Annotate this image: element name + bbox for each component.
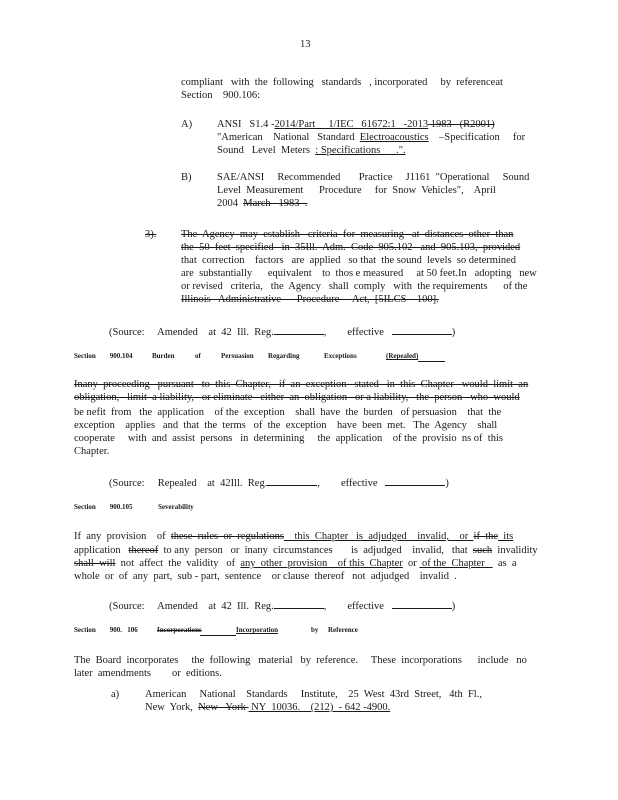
source-close: ) [451, 601, 456, 612]
item-b-line: SAE/ANSI Recommended Practice J1161 "Operational Sound [217, 172, 530, 183]
body-line: obligation, limit a liability, or eliminate either an obligation or a liability, the person who would [74, 392, 520, 403]
deleted-text: shall will [74, 558, 116, 569]
body-line: cooperate with and assist persons in determining the application of the provisio ns of this [74, 433, 503, 444]
text: not affect the validity of [115, 558, 241, 569]
body-line [74, 544, 538, 557]
section-title-word: Burden [152, 352, 175, 360]
text: to any person or inany circumstances is adjudged invalid, that [158, 545, 473, 556]
body-line: Inany proceeding pursuant to this Chapter, if an exception stated in this Chapter would limit an [74, 379, 529, 390]
inserted-text: Electroacoustics [359, 132, 429, 143]
blank-line [267, 475, 317, 486]
text: invalidity [492, 545, 538, 556]
page-number: 13 [300, 39, 311, 50]
item-a-line [217, 144, 406, 157]
inserted-text: 2014/Part 1/IEC 61672:1 -2013 [274, 119, 429, 130]
section-title-word: Regarding [268, 352, 300, 360]
item-a-line: American National Standards Institute, 25 West 43rd Street, 4th Fl., [145, 689, 482, 700]
body-line: whole or of any part, sub - part, sentence or clause thereof not adjudged invalid . [74, 571, 457, 582]
item-marker: a) [111, 689, 120, 700]
blank-line [385, 475, 445, 486]
body-line: The Board incorporates the following material by reference. These incorporations include no [74, 655, 527, 666]
intro-line: Section 900.106: [181, 90, 261, 101]
underline-rule [418, 361, 445, 362]
body-line: Chapter. [74, 446, 110, 457]
inserted-text: of the Chapter [419, 558, 493, 569]
intro-line: compliant with the following standards , incorporated by referenceat [181, 77, 503, 88]
body-line: later amendments or editions. [74, 668, 222, 679]
section-title-word: Incorporations [157, 626, 202, 634]
source-effective: , effective [323, 601, 384, 612]
section-number: Section 900. 106 [74, 626, 138, 634]
section-number: Section 900.104 [74, 352, 133, 360]
item-3-line: that correction factors are applied so that the sound levels so determined [181, 255, 517, 266]
item-3-line: The Agency may establish criteria for measuring at distances other than [181, 229, 514, 240]
deleted-text: if the [473, 531, 499, 542]
section-number: Section 900.105 [74, 503, 133, 511]
deleted-text: these rules or regulations [170, 531, 284, 542]
inserted-text: its [498, 531, 514, 542]
section-title-word: Exceptions [324, 352, 357, 360]
text: or [402, 558, 420, 569]
source-label: (Source: Amended at 42 Ill. Reg. [109, 601, 274, 612]
section-title-word: by [311, 626, 319, 634]
item-3-line: Illinois Administrative Procedure Act, [5ILCS 100]. [181, 294, 439, 305]
text: –Specification for [428, 132, 526, 143]
section-title-word: Persuasion [221, 352, 254, 360]
item-a-line [217, 131, 525, 144]
text: Sound Level Meters [217, 145, 316, 156]
source-note [109, 475, 449, 490]
deleted-text: such [472, 545, 493, 556]
item-a-line [217, 118, 495, 131]
source-close: ) [445, 478, 449, 489]
source-close: ) [451, 327, 456, 338]
section-title-word: Reference [328, 626, 358, 634]
blank-line [274, 598, 324, 609]
body-line [74, 530, 513, 543]
inserted-text: any other provision of this Chapter [240, 558, 403, 569]
section-title: Severability [158, 503, 194, 511]
inserted-text: ". [398, 145, 406, 156]
item-b-line [217, 197, 307, 210]
blank-line [392, 598, 452, 609]
item-b-line: Level Measurement Procedure for Snow Vehicles", April [217, 185, 496, 196]
item-a-line [145, 701, 390, 714]
item-3-line: are substantially equivalent to thos e measured at 50 feet.In adopting new [181, 268, 537, 279]
item-3-line: the 50 feet specified in 35Ill. Adm. Code 905.102 and 905.103, provided [181, 242, 521, 253]
source-label: (Source: Repealed at 42Ill. Reg. [109, 478, 268, 489]
text: as a [492, 558, 517, 569]
body-line: be nefit from the application of the exception shall have the burden of persuasion that the [74, 407, 502, 418]
inserted-text: NY 10036. (212) - 642 -4900. [248, 702, 391, 713]
blank-line [392, 324, 452, 335]
source-label: (Source: Amended at 42 Ill. Reg. [109, 327, 274, 338]
item-marker: A) [181, 119, 193, 130]
item-3-line: or revised criteria, the Agency shall comply with the requirements of the [181, 281, 528, 292]
text: ANSI S1.4 - [217, 119, 275, 130]
body-line: exception applies and that the terms of the exception have been met. The Agency shall [74, 420, 498, 431]
deleted-text: March 1983 . [243, 198, 308, 209]
item-marker: B) [181, 172, 192, 183]
text: 2004 [217, 198, 244, 209]
deleted-text: thereof [128, 545, 159, 556]
section-title-word: Incorporation [236, 626, 278, 634]
text: application [74, 545, 129, 556]
source-effective: , effective [317, 478, 378, 489]
inserted-text: : Specifications . [315, 145, 399, 156]
source-note [109, 598, 455, 613]
body-line [74, 557, 517, 570]
section-title-word: of [195, 352, 201, 360]
text: If any provision of [74, 531, 171, 542]
text: "American National Standard [217, 132, 360, 143]
section-title-word: (Repealed) [386, 352, 419, 360]
source-note [109, 324, 455, 339]
blank-line [274, 324, 324, 335]
inserted-text: this Chapter is adjudged invalid, or [283, 531, 474, 542]
deleted-text: New York [198, 702, 249, 713]
text: New York, [145, 702, 199, 713]
item-marker: 3). [145, 229, 157, 240]
underline-rule [200, 635, 236, 636]
deleted-text: 1983 (R2001) [428, 119, 495, 130]
source-effective: , effective [323, 327, 384, 338]
